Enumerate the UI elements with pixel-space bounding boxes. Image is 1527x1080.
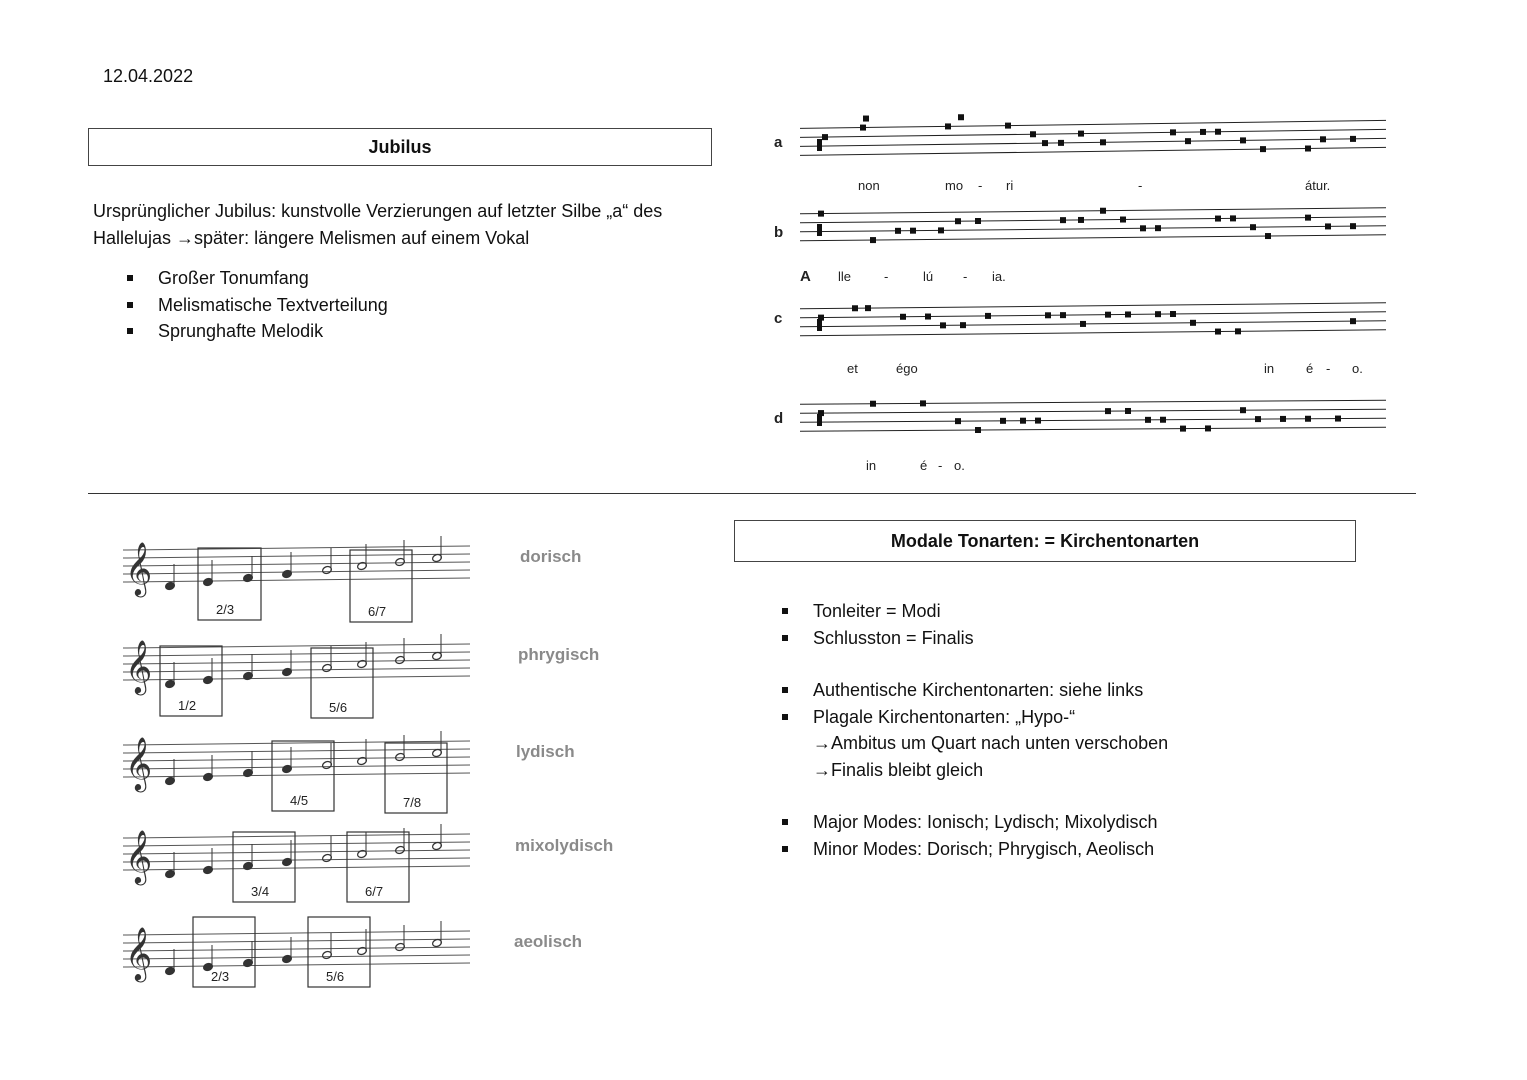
chant-syllable: o. bbox=[954, 458, 965, 473]
neume bbox=[975, 218, 981, 224]
jubilus-bullet-list bbox=[93, 265, 388, 345]
neume bbox=[1045, 312, 1051, 318]
neume bbox=[895, 228, 901, 234]
neume bbox=[865, 305, 871, 311]
staff-line bbox=[800, 208, 1386, 214]
bullet-icon bbox=[782, 608, 788, 614]
list-item: Großer Tonumfang bbox=[93, 265, 388, 292]
neume bbox=[1215, 216, 1221, 222]
neume bbox=[1280, 416, 1286, 422]
staff-line bbox=[800, 147, 1386, 155]
chant-staff-b bbox=[774, 208, 1386, 285]
neume bbox=[1255, 416, 1261, 422]
neume bbox=[1042, 140, 1048, 146]
staff-line bbox=[123, 562, 470, 566]
staff-letter: b bbox=[774, 224, 784, 241]
chant-syllable: lú bbox=[923, 269, 934, 284]
neume bbox=[1350, 136, 1356, 142]
chant-syllable: et bbox=[847, 361, 858, 376]
chant-syllable: mo bbox=[945, 178, 964, 193]
neume bbox=[1060, 217, 1066, 223]
neume bbox=[818, 315, 824, 321]
semitone-label: 6/7 bbox=[368, 604, 387, 619]
neume bbox=[1205, 425, 1211, 431]
scale-name-phrygisch: phrygisch bbox=[518, 645, 600, 664]
staff-line bbox=[800, 409, 1386, 413]
neume bbox=[1335, 416, 1341, 422]
bullet-icon bbox=[127, 302, 133, 308]
semitone-label: 6/7 bbox=[365, 884, 384, 899]
treble-clef-icon: 𝄞 bbox=[125, 639, 153, 693]
neume bbox=[1080, 321, 1086, 327]
chant-syllable: - bbox=[884, 269, 889, 284]
neume bbox=[1100, 139, 1106, 145]
list-spacer bbox=[748, 651, 1168, 677]
neume bbox=[958, 114, 964, 120]
chant-syllable: - bbox=[938, 458, 943, 473]
modal-title-box bbox=[734, 520, 1356, 562]
staff-line bbox=[800, 303, 1386, 309]
neume bbox=[863, 116, 869, 122]
chant-syllable: non bbox=[858, 178, 880, 193]
neume bbox=[1240, 407, 1246, 413]
neume bbox=[1020, 418, 1026, 424]
staff-line bbox=[123, 931, 470, 935]
bullet-icon bbox=[127, 328, 133, 334]
staff-line bbox=[123, 765, 470, 769]
scale-name-mixolydisch: mixolydisch bbox=[515, 836, 614, 855]
date: 12.04.2022 bbox=[103, 66, 194, 86]
neume bbox=[1160, 417, 1166, 423]
list-item: Schlusston = Finalis bbox=[748, 625, 1168, 652]
treble-clef-icon: 𝄞 bbox=[125, 926, 153, 980]
neume bbox=[1078, 131, 1084, 137]
clef-icon bbox=[817, 224, 822, 236]
church-modes-scales-figure bbox=[115, 520, 485, 995]
neume bbox=[1240, 137, 1246, 143]
staff-line bbox=[123, 652, 470, 656]
staff-line bbox=[123, 570, 470, 574]
list-subitem: →Finalis bleibt gleich bbox=[813, 759, 984, 780]
neume bbox=[975, 427, 981, 433]
neume bbox=[1005, 123, 1011, 129]
neume bbox=[1125, 408, 1131, 414]
neume bbox=[1100, 208, 1106, 214]
neume bbox=[1000, 418, 1006, 424]
staff-line bbox=[800, 400, 1386, 404]
neume bbox=[1350, 223, 1356, 229]
neume bbox=[1185, 138, 1191, 144]
list-item: Tonleiter = Modi bbox=[748, 598, 1168, 625]
staff-line bbox=[800, 138, 1386, 146]
chant-syllable: - bbox=[978, 178, 983, 193]
semitone-label: 1/2 bbox=[178, 698, 197, 713]
staff-line bbox=[123, 963, 470, 967]
neume bbox=[985, 313, 991, 319]
staff-line bbox=[800, 427, 1386, 431]
bullet-icon bbox=[782, 819, 788, 825]
neume bbox=[960, 322, 966, 328]
staff-line bbox=[123, 858, 470, 862]
list-item: Melismatische Textverteilung bbox=[93, 292, 388, 319]
neume bbox=[940, 322, 946, 328]
staff-line bbox=[123, 773, 470, 777]
neume bbox=[1265, 233, 1271, 239]
neume bbox=[1120, 217, 1126, 223]
chant-syllable: - bbox=[1326, 361, 1331, 376]
chant-syllable: égo bbox=[896, 361, 918, 376]
neume bbox=[1215, 329, 1221, 335]
neume bbox=[852, 305, 858, 311]
scale-staff-mixolydisch bbox=[123, 824, 470, 902]
neume bbox=[1170, 129, 1176, 135]
treble-clef-icon: 𝄞 bbox=[125, 829, 153, 883]
neume bbox=[1060, 312, 1066, 318]
bullet-icon bbox=[782, 687, 788, 693]
staff-line bbox=[123, 676, 470, 680]
neume bbox=[1105, 312, 1111, 318]
chant-syllable: in bbox=[866, 458, 877, 473]
neume bbox=[1140, 225, 1146, 231]
staff-line bbox=[123, 554, 470, 558]
neume bbox=[1180, 426, 1186, 432]
neume bbox=[1320, 136, 1326, 142]
bullet-icon bbox=[782, 846, 788, 852]
treble-clef-icon: 𝄞 bbox=[125, 541, 153, 595]
list-spacer bbox=[748, 783, 1168, 809]
neume bbox=[1030, 131, 1036, 137]
chant-syllable: é bbox=[920, 458, 928, 473]
scale-staff-aeolisch bbox=[123, 917, 470, 987]
staff-line bbox=[800, 321, 1386, 327]
scale-name-aeolisch: aeolisch bbox=[514, 932, 583, 951]
staff-line bbox=[800, 217, 1386, 223]
neume bbox=[925, 314, 931, 320]
neume bbox=[818, 410, 824, 416]
neume bbox=[1145, 417, 1151, 423]
staff-line bbox=[123, 834, 470, 838]
semitone-label: 5/6 bbox=[329, 700, 348, 715]
neume bbox=[1250, 224, 1256, 230]
section-divider bbox=[88, 493, 1416, 494]
bullet-icon bbox=[127, 275, 133, 281]
neume bbox=[945, 123, 951, 129]
chant-syllable: átur. bbox=[1305, 178, 1331, 193]
chant-syllable: o. bbox=[1352, 361, 1363, 376]
staff-line bbox=[123, 546, 470, 550]
neume bbox=[900, 314, 906, 320]
chant-syllable: - bbox=[1138, 178, 1143, 193]
chant-syllable: é bbox=[1306, 361, 1314, 376]
list-item: Plagale Kirchentonarten: „Hypo-“ bbox=[748, 704, 1168, 731]
staff-line bbox=[123, 947, 470, 951]
scale-staff-dorisch bbox=[123, 536, 470, 622]
chant-initial: A bbox=[800, 268, 811, 285]
scale-staff-lydisch bbox=[123, 731, 470, 813]
semitone-label: 2/3 bbox=[216, 602, 235, 617]
neume bbox=[1190, 320, 1196, 326]
staff-line bbox=[800, 226, 1386, 232]
semitone-label: 7/8 bbox=[403, 795, 422, 810]
scale-name-lydisch: lydisch bbox=[516, 742, 575, 761]
neume bbox=[938, 227, 944, 233]
staff-line bbox=[123, 757, 470, 761]
chant-syllable: ia. bbox=[992, 269, 1006, 284]
semitone-label: 2/3 bbox=[211, 969, 230, 984]
neume bbox=[955, 218, 961, 224]
chant-syllable: in bbox=[1264, 361, 1275, 376]
neume bbox=[1200, 129, 1206, 135]
staff-line bbox=[800, 418, 1386, 422]
gregorian-chant-figure bbox=[760, 115, 1400, 485]
modal-title: Modale Tonarten: = Kirchentonarten bbox=[890, 530, 1200, 551]
treble-clef-icon: 𝄞 bbox=[125, 736, 153, 790]
bullet-icon bbox=[782, 635, 788, 641]
semitone-label: 5/6 bbox=[326, 969, 345, 984]
neume bbox=[1260, 146, 1266, 152]
staff-line bbox=[123, 578, 470, 582]
neume bbox=[870, 401, 876, 407]
list-item: Sprunghafte Melodik bbox=[93, 318, 388, 345]
staff-line bbox=[123, 660, 470, 664]
staff-letter: c bbox=[774, 310, 783, 327]
neume bbox=[1350, 318, 1356, 324]
chant-syllable: ri bbox=[1006, 178, 1014, 193]
staff-line bbox=[800, 129, 1386, 137]
neume bbox=[1305, 146, 1311, 152]
neume bbox=[1035, 418, 1041, 424]
semitone-label: 3/4 bbox=[251, 884, 270, 899]
staff-line bbox=[800, 235, 1386, 241]
jubilus-text-line1: Ursprünglicher Jubilus: kunstvolle Verzierungen auf letzter Silbe „a“ des bbox=[93, 201, 663, 221]
neume bbox=[920, 400, 926, 406]
list-subitem: →Ambitus um Quart nach unten verschoben bbox=[813, 733, 1169, 753]
chant-staff-c bbox=[774, 303, 1386, 376]
chant-syllable: - bbox=[963, 269, 968, 284]
list-item: Minor Modes: Dorisch; Phrygisch, Aeolisch bbox=[748, 836, 1168, 863]
staff-line bbox=[800, 120, 1386, 128]
clef-icon bbox=[817, 319, 822, 331]
modal-bullet-list bbox=[748, 598, 1168, 862]
chant-staff-d bbox=[774, 400, 1386, 473]
staff-line bbox=[800, 312, 1386, 318]
neume bbox=[955, 418, 961, 424]
staff-line bbox=[123, 842, 470, 846]
neume bbox=[1155, 225, 1161, 231]
chant-syllable: lle bbox=[838, 269, 852, 284]
jubilus-title-box bbox=[88, 128, 712, 166]
neume bbox=[1305, 416, 1311, 422]
staff-line bbox=[800, 330, 1386, 336]
scale-staff-phrygisch bbox=[123, 634, 470, 718]
bullet-icon bbox=[782, 714, 788, 720]
list-item: Authentische Kirchentonarten: siehe links bbox=[748, 677, 1168, 704]
chant-staff-a bbox=[774, 114, 1386, 193]
staff-line bbox=[123, 866, 470, 870]
list-item: Major Modes: Ionisch; Lydisch; Mixolydisch bbox=[748, 809, 1168, 836]
neume bbox=[860, 125, 866, 131]
neume bbox=[1078, 217, 1084, 223]
semitone-label: 4/5 bbox=[290, 793, 309, 808]
clef-icon bbox=[817, 139, 822, 151]
neume bbox=[870, 237, 876, 243]
neume bbox=[1230, 215, 1236, 221]
jubilus-text-line2: Hallelujas →später: längere Melismen auf einem Vokal bbox=[93, 228, 530, 248]
neume bbox=[818, 211, 824, 217]
neume bbox=[1325, 223, 1331, 229]
neume bbox=[910, 228, 916, 234]
jubilus-title: Jubilus bbox=[368, 136, 432, 157]
neume bbox=[1155, 311, 1161, 317]
neume bbox=[1235, 328, 1241, 334]
neume bbox=[1125, 311, 1131, 317]
neume bbox=[822, 134, 828, 140]
neume bbox=[1215, 129, 1221, 135]
scale-name-dorisch: dorisch bbox=[520, 547, 582, 566]
staff-line bbox=[123, 668, 470, 672]
staff-letter: d bbox=[774, 410, 784, 427]
staff-line bbox=[123, 749, 470, 753]
staff-letter: a bbox=[774, 134, 783, 151]
neume bbox=[1305, 215, 1311, 221]
staff-line bbox=[123, 850, 470, 854]
jubilus-text bbox=[93, 198, 662, 252]
neume bbox=[1170, 311, 1176, 317]
staff-line bbox=[123, 955, 470, 959]
neume bbox=[1058, 140, 1064, 146]
neume bbox=[1105, 408, 1111, 414]
staff-line bbox=[123, 939, 470, 943]
